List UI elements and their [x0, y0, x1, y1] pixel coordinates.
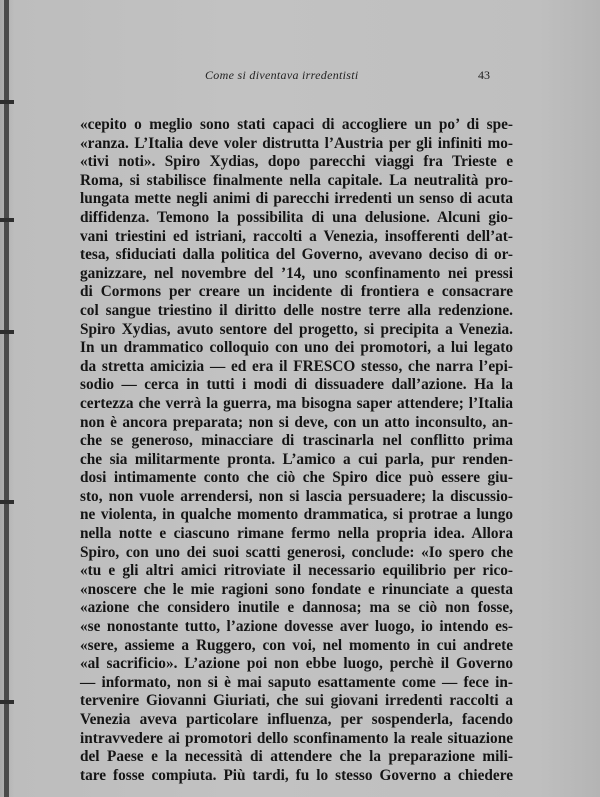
- running-title: Come si diventava irredentisti: [205, 68, 359, 82]
- text-line: che sia militarmente pronta. L’amico a cui parla, pur renden-: [80, 450, 513, 468]
- text-line: ganizzare, nel novembre del ’14, uno sconfinamento nei pressi: [80, 264, 513, 282]
- text-line: Spiro, con uno dei suoi scatti generosi, conclude: «Io spero che: [80, 543, 513, 561]
- text-line: sodio — cerca in tutti i modi di dissuadere dall’azione. Ha la: [80, 376, 513, 394]
- text-line: del Paese e la necessità di attendere che la preparazione mili-: [80, 748, 513, 766]
- text-line: di Cormons per creare un incidente di frontiera e consacrare: [80, 283, 513, 301]
- text-line: col sangue triestino il diritto delle nostre terre alla redenzione.: [80, 301, 513, 319]
- text-line: Roma, si stabilisce finalmente nella capitale. La neutralità pro-: [80, 171, 513, 189]
- text-line: tare fosse compiuta. Più tardi, fu lo stesso Governo a chiedere: [80, 766, 513, 784]
- text-line: intravvedere ai promotori dello sconfinamento la reale situazione: [80, 729, 513, 747]
- text-line: non è ancora preparata; non si deve, con un atto inconsulto, an-: [80, 413, 513, 431]
- text-line: lungata mette negli animi di parecchi irredenti un senso di acuta: [80, 190, 513, 208]
- text-line: — informato, non si è mai saputo esattamente come — fece in-: [80, 673, 513, 691]
- text-line: «tu e gli altri amici ritroviate il necessario equilibrio per rico-: [80, 562, 513, 580]
- text-line: dosi intimamente conto che ciò che Spiro dice può essere giu-: [80, 469, 513, 487]
- text-line: «noscere che le mie ragioni sono fondate e rinunciate a questa: [80, 580, 513, 598]
- text-line: «azione che considero inutile e dannosa; ma se ciò non fosse,: [80, 599, 513, 617]
- text-line: ne violenta, in qualche momento drammatica, si protrae a lungo: [80, 506, 513, 524]
- text-line: tervenire Giovanni Giuriati, che sui giovani irredenti raccolti a: [80, 692, 513, 710]
- binding-mark: [0, 700, 14, 704]
- text-line: «se nonostante tutto, l’azione dovesse aver luogo, io intendo es-: [80, 618, 513, 636]
- text-line: vani triestini ed istriani, raccolti a Venezia, insofferenti dell’at-: [80, 227, 513, 245]
- text-line: sto, non vuole arrendersi, non si lascia persuadere; la discussio-: [80, 487, 513, 505]
- text-line: da stretta amicizia — ed era il FRESCO stesso, che narra l’epi-: [80, 357, 513, 375]
- text-line: diffidenza. Temono la possibilita di una delusione. Alcuni gio-: [80, 208, 513, 226]
- binding-mark: [0, 330, 14, 334]
- page-header: [205, 68, 490, 84]
- text-line: «tivi noti». Spiro Xydias, dopo parecchi viaggi fra Trieste e: [80, 153, 513, 171]
- text-line: «cepito o meglio sono stati capaci di accogliere un po’ di spe-: [80, 116, 513, 133]
- text-line: nella notte e ciascuno rimane fermo nella propria idea. Allora: [80, 525, 513, 543]
- text-line: certezza che verrà la guerra, ma bisogna saper attendere; l’Italia: [80, 394, 513, 412]
- binding-mark: [0, 500, 14, 504]
- text-line: «ranza. L’Italia deve voler distrutta l’Austria per gli infiniti mo-: [80, 134, 513, 152]
- page-binding-edge: [4, 0, 9, 797]
- text-line: Venezia aveva particolare influenza, per sospenderla, facendo: [80, 711, 513, 728]
- page-number: 43: [478, 68, 490, 82]
- text-line: «sere, assieme a Ruggero, con voi, nel momento in cui andrete: [80, 636, 513, 654]
- text-line: In un drammatico colloquio con uno dei promotori, a lui legato: [80, 339, 513, 357]
- text-line: tesa, sfiduciati dalla politica del Governo, avevano deciso di or-: [80, 246, 513, 264]
- text-line: «al sacrificio». L’azione poi non ebbe luogo, perchè il Governo: [80, 655, 513, 673]
- binding-mark: [0, 218, 14, 222]
- binding-mark: [0, 100, 14, 104]
- text-line: Spiro Xydias, avuto sentore del progetto, si precipita a Venezia.: [80, 320, 513, 338]
- text-line: che se generoso, minacciare di trascinarla nel conflitto prima: [80, 432, 513, 450]
- body-text: [80, 116, 513, 785]
